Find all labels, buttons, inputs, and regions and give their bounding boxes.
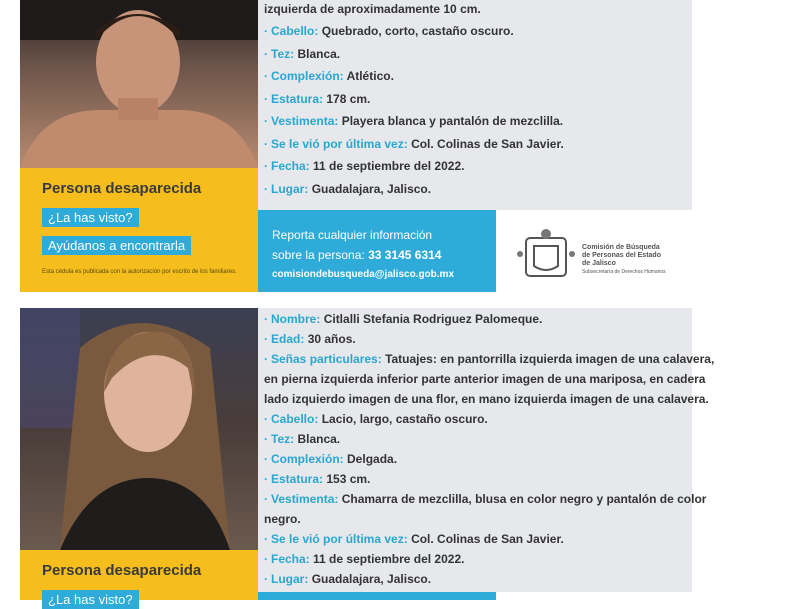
detail-skin: · Tez: Blanca.: [264, 432, 341, 446]
detail-place: · Lugar: Guadalajara, Jalisco.: [264, 572, 432, 586]
report-box-2: [258, 592, 496, 600]
detail-date: · Fecha: 11 de septiembre del 2022.: [264, 552, 465, 566]
detail-marks: · Señas particulares: Tatuajes: en pantorrilla izquierda imagen de una calavera,: [264, 352, 715, 366]
phone-number[interactable]: 33 3145 6314: [368, 248, 442, 262]
report-box: Reporta cualquier información sobre la persona: 33 3145 6314 comisiondebusqueda@jalisco.gob.mx: [258, 210, 496, 292]
question-badge: ¿La has visto?: [42, 208, 139, 227]
detail-hair: · Cabello: Quebrado, corto, castaño oscuro.: [264, 24, 514, 38]
email-link[interactable]: comisiondebusqueda@jalisco.gob.mx: [272, 269, 455, 280]
detail-hair: · Cabello: Lacio, largo, castaño oscuro.: [264, 412, 488, 426]
detail-build: · Complexión: Atlético.: [264, 69, 394, 83]
detail-height: · Estatura: 153 cm.: [264, 472, 371, 486]
banner-title: Persona desaparecida: [42, 562, 202, 579]
portrait-silhouette-1: [20, 0, 258, 168]
person-photo-1: [20, 0, 258, 168]
detail-last-seen: · Se le vió por última vez: Col. Colinas de San Javier.: [264, 137, 564, 151]
disclaimer-text: Esta cédula es publicada con la autorización por escrito de los familiares.: [42, 269, 237, 275]
details-panel-2: · Nombre: Citlalli Stefania Rodriguez Palomeque. · Edad: 30 años. · Señas particulares: Tatuajes: en pantorrilla izquierda imagen de una calavera, en pierna izquierda inferior parte anterior imagen de una mariposa, en cadera lado izquierdo imagen de una flor, en mano izquierda imagen de una calavera. · Cabello: Lacio, largo, castaño oscuro. · Tez: Blanca. · Complexión: Delgada. · Estatura: 153 cm. · Vestimenta: Chamarra de mezclilla, blusa en color negro y pantalón de color negro. · Se le vió por última vez: Col. Colinas de San Javier. · Fecha: 11 de septiembre del 2022. · Lugar: Guadalajara, Jalisco.: [258, 308, 692, 592]
detail-clothing: · Vestimenta: Playera blanca y pantalón de mezclilla.: [264, 114, 564, 128]
detail-place: · Lugar: Guadalajara, Jalisco.: [264, 182, 432, 196]
detail-height: · Estatura: 178 cm.: [264, 92, 371, 106]
detail-name: · Nombre: Citlalli Stefania Rodriguez Palomeque.: [264, 312, 543, 326]
detail-date: · Fecha: 11 de septiembre del 2022.: [264, 159, 465, 173]
detail-build: · Complexión: Delgada.: [264, 452, 398, 466]
details-panel-1: izquierda de aproximadamente 10 cm. · Cabello: Quebrado, corto, castaño oscuro. · Tez: Blanca. · Complexión: Atlético. · Estatura: 178 cm. · Vestimenta: Playera blanca y pantalón de mezclilla. · Se le vió por última vez: Col. Colinas de San Javier. · Fecha: 11 de septiembre del 2022. · Lugar: Guadalajara, Jalisco.: [258, 0, 692, 210]
person-photo-2: [20, 308, 258, 550]
org-logo-block: Comisión de Búsqueda de Personas del Estado de Jalisco Subsecretaría de Derechos Humanos: [496, 210, 692, 292]
missing-banner-1: [20, 168, 258, 292]
question-badge: ¿La has visto?: [42, 590, 139, 609]
jalisco-seal-icon: [516, 226, 576, 282]
help-badge: Ayúdanos a encontrarla: [42, 236, 191, 255]
detail-clothing: · Vestimenta: Chamarra de mezclilla, blusa en color negro y pantalón de color: [264, 492, 707, 506]
banner-title: Persona desaparecida: [42, 180, 202, 197]
portrait-silhouette-2: [20, 308, 258, 550]
missing-person-card-2: [20, 308, 715, 607]
detail-skin: · Tez: Blanca.: [264, 47, 341, 61]
detail-last-seen: · Se le vió por última vez: Col. Colinas de San Javier.: [264, 532, 564, 546]
missing-banner-2: [20, 550, 258, 607]
detail-age: · Edad: 30 años.: [264, 332, 356, 346]
missing-person-card-1: [20, 0, 692, 292]
